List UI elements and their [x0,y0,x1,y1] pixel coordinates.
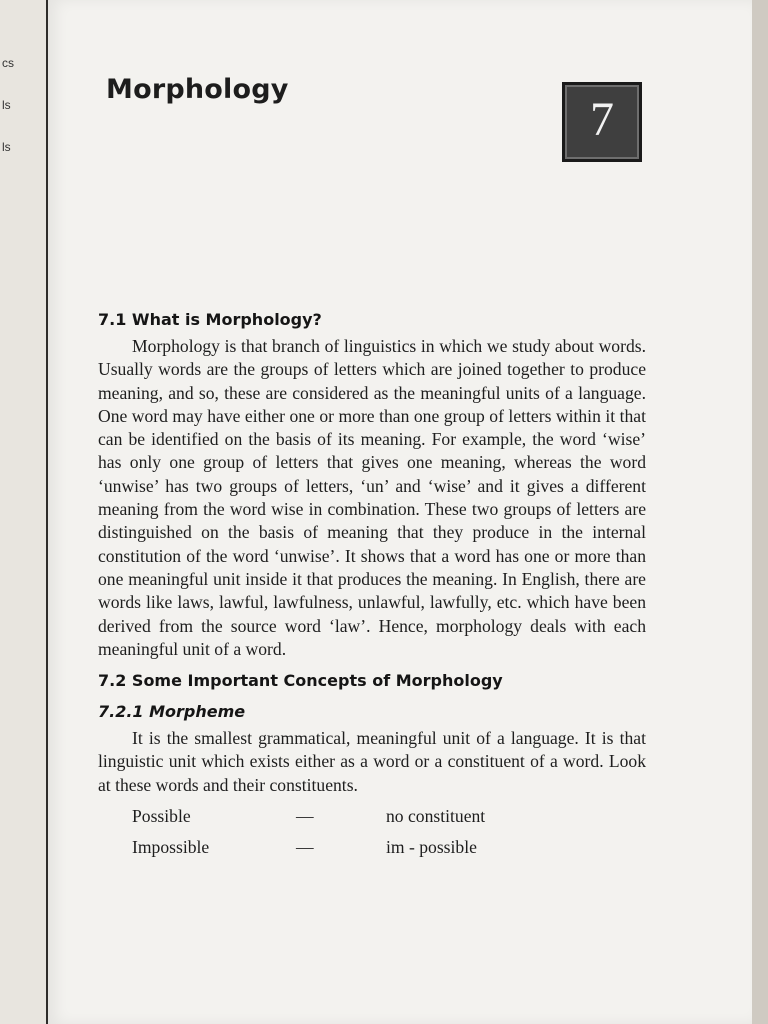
chapter-number: 7 [590,93,614,146]
example-word: Possible [132,806,191,827]
example-list [98,801,646,863]
example-word: Impossible [132,837,210,858]
section-heading: 7.1 What is Morphology? [98,310,322,329]
example-constituents: no constituent [386,806,486,827]
edge-text: cs [2,56,14,70]
chapter-number-badge [562,82,642,162]
edge-text: ls [2,140,11,154]
example-dash: — [296,837,314,858]
page-content [98,310,646,863]
example-row [98,832,646,863]
example-constituents: im - possible [386,837,477,858]
body-paragraph: Morphology is that branch of linguistics in which we study about words. Usually words are the groups of letters which are joined together to produce meaning, and so, these are considered as the meaningful units of a language. One word may have either one or more than one group of letters within it that can be identified on the basis of its meaning. For example, the word ‘wise’ has only one group of letters that gives one meaning, whereas the word ‘unwise’ has two groups of letters, ‘un’ and ‘wise’ and it gives a different meaning from the word wise in combination. These two groups of letters are distinguished on the basis of meaning that they produce in the internal constitution of the word ‘unwise’. It shows that a word has one or more than one meaningful unit inside it that produces the meaning. In English, there are words like laws, lawful, lawfulness, unlawful, lawfully, etc. which have been derived from the source word ‘law’. Hence, morphology deals with each meaningful unit of a word. [98,336,646,659]
previous-page-edge [0,0,48,1024]
chapter-title: Morphology [106,74,289,105]
page-stack-edge [752,0,768,1024]
book-page [48,0,752,1024]
subsection-heading: 7.2.1 Morpheme [98,702,246,722]
section-heading: 7.2 Some Important Concepts of Morphology [98,671,503,691]
example-dash: — [296,806,314,827]
example-row [98,801,646,832]
body-paragraph: It is the smallest grammatical, meaningful unit of a language. It is that linguistic unit which exists either as a word or a constituent of a word. Look at these words and their constituents. [98,728,646,795]
edge-text: ls [2,98,11,112]
